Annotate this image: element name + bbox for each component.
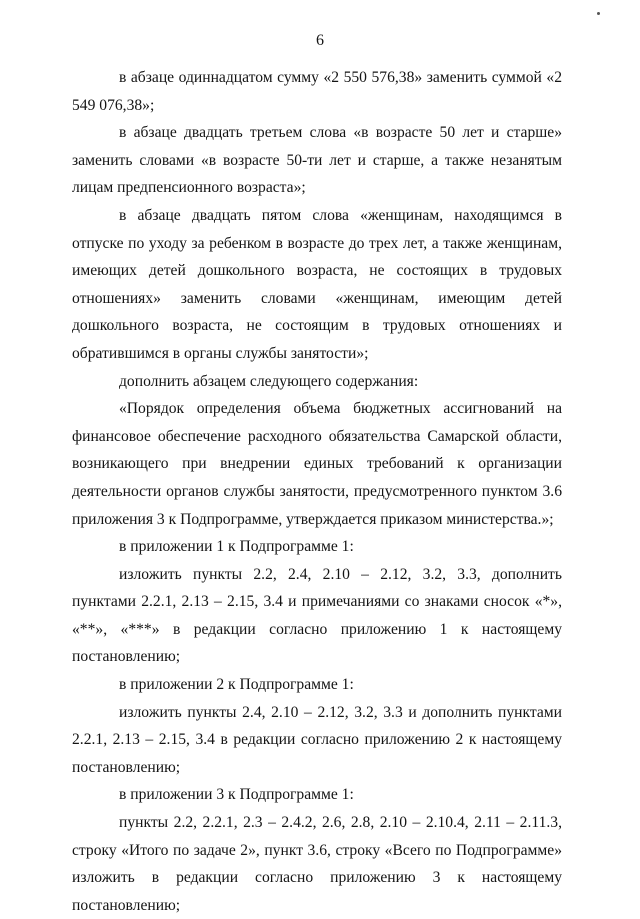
paragraph-5: «Порядок определения объема бюджетных ассигнований на финансовое обеспечение расходного обязательства Самарской области, возникающего при внедрении единых требований к организации деятельности органов службы занятости, предусмотренного пунктом 3.6 приложения 3 к Подпрограмме, утверждается приказом министерства.»; [72, 400, 562, 528]
paragraph-7: изложить пункты 2.2, 2.4, 2.10 – 2.12, 3.2, 3.3, дополнить пунктами 2.2.1, 2.13 – 2.15, 3.4 и примечаниями со знаками сносок «*», «**», «***» в редакции согласно приложению 1 к настоящему постановлению; [72, 565, 562, 666]
paragraph-6: в приложении 1 к Подпрограмме 1: [119, 538, 354, 556]
paragraph-9: изложить пункты 2.4, 2.10 – 2.12, 3.2, 3.3 и дополнить пунктами 2.2.1, 2.13 – 2.15, 3.4 в редакции согласно приложению 2 к настоящему постановлению; [72, 703, 562, 776]
document-body [72, 64, 562, 919]
paragraph-2: в абзаце двадцать третьем слова «в возрасте 50 лет и старше» заменить словами «в возрасте 50-ти лет и старше, а также незанятым лицам предпенсионного возраста»; [72, 124, 562, 197]
page-number: 6 [316, 32, 324, 49]
paragraph-11: пункты 2.2, 2.2.1, 2.3 – 2.4.2, 2.6, 2.8, 2.10 – 2.10.4, 2.11 – 2.11.3, строку «Итого по задаче 2», пункт 3.6, строку «Всего по Подпрограмме» изложить в редакции согласно приложению 3 к настоящему постановлению; [72, 814, 562, 914]
paragraph-3: в абзаце двадцать пятом слова «женщинам, находящимся в отпуске по уходу за ребенком в возрасте до трех лет, а также женщинам, имеющих детей дошкольного возраста, не состоящих в трудовых отношениях» заменить словами «женщинам, имеющим детей дошкольного возраста, не состоящим в трудовых отношениях и обратившимся в органы службы занятости»; [72, 206, 562, 362]
paragraph-10: в приложении 3 к Подпрограмме 1: [119, 786, 354, 804]
paragraph-4: дополнить абзацем следующего содержания: [119, 372, 419, 390]
scan-speck [597, 12, 600, 15]
paragraph-8: в приложении 2 к Подпрограмме 1: [119, 676, 354, 694]
paragraph-1: в абзаце одиннадцатом сумму «2 550 576,38» заменить суммой «2 549 076,38»; [72, 69, 562, 114]
